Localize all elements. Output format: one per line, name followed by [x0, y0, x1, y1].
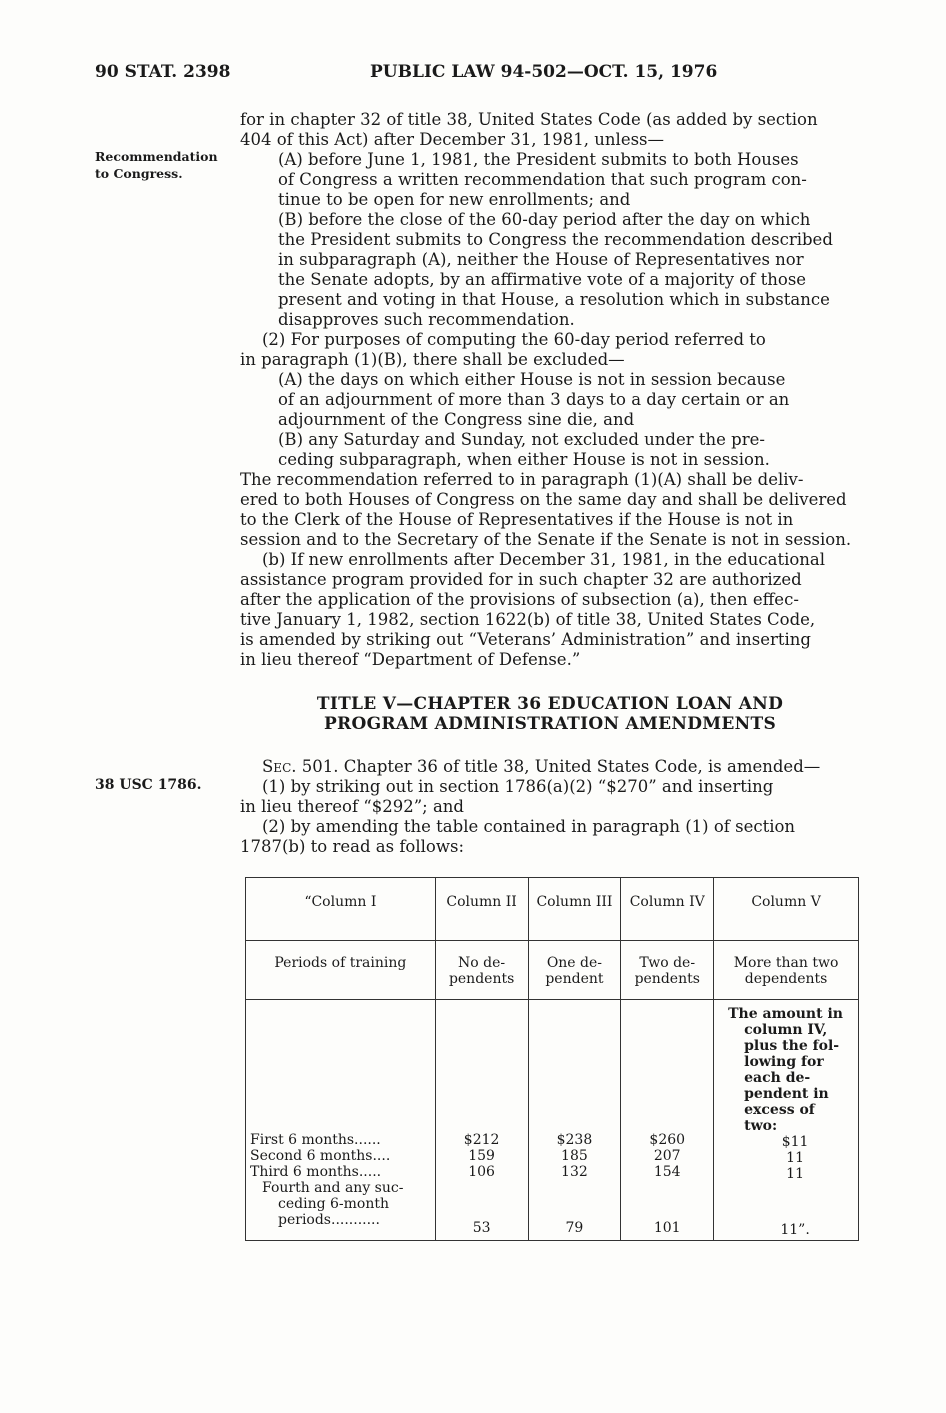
margin-note-usc: 38 USC 1786.	[95, 777, 202, 793]
table-row	[246, 1000, 859, 1241]
subheader-cell: One de- pendent	[528, 941, 621, 1000]
periods-cell: First 6 months...... Second 6 months.... Third 6 months..... Fourth and any suc- ceding 6-month periods...........	[246, 1000, 436, 1241]
subheader-cell: Periods of training	[246, 941, 436, 1000]
column-header: Column II	[435, 878, 528, 941]
table-header-row	[246, 878, 859, 941]
column-v-note: The amount in column IV, plus the fol- lowing for each de- pendent in excess of two:	[728, 1006, 843, 1134]
column-header: Column IV	[621, 878, 714, 941]
column-header: Column III	[528, 878, 621, 941]
subheader-cell: More than two dependents	[714, 941, 859, 1000]
column-header: Column V	[714, 878, 859, 941]
no-dependents-cell: $212 159 106 53	[435, 1000, 528, 1241]
column-header: “Column I	[246, 878, 436, 941]
subheader-cell: Two de- pendents	[621, 941, 714, 1000]
table-subheader-row	[246, 941, 859, 1000]
paragraph-block-a: for in chapter 32 of title 38, United States Code (as added by section 404 of this Act) after December 31, 1981, unless— (A) before June 1, 1981, the President submits to both Houses of Congress a written recommendation that such program con- tinue to be open for new enrollments; and (B) before the close of the 60-day period after the day on which the President submits to Congress the recommendation described in subparagraph (A), neither the House of Representatives nor the Senate adopts, by an affirmative vote of a majority of those present and voting in that House, a resolution which in substance disapproves such recommendation. (2) For purposes of computing the 60-day period referred to in paragraph (1)(B), there shall be excluded— (A) the days on which either House is not in session because of an adjournment of more than 3 days to a day certain or an adjournment of the Congress sine die, and (B) any Saturday and Sunday, not excluded under the pre- ceding subparagraph, when either House is not in session. The recommendation referred to in paragraph (1)(A) shall be deliv- ered to both Houses of Congress on the same day and shall be delivered to the Clerk of the House of Representatives if the House is not in session and to the Secretary of the Senate if the Senate is not in session. (b) If new enrollments after December 31, 1981, in the educational assistance program provided for in such chapter 32 are authorized after the application of the provisions of subsection (a), then effec- tive January 1, 1982, section 1622(b) of title 38, United States Code, is amended by striking out “Veterans’ Administration” and inserting in lieu thereof “Department of Defense.”	[240, 110, 852, 669]
margin-note-recommendation: Recommendation to Congress.	[95, 149, 218, 181]
rates-table	[245, 877, 859, 1241]
sec-label: Sec.	[262, 757, 297, 776]
section-501: Sec. 501. Chapter 36 of title 38, United States Code, is amended— (1) by striking out in section 1786(a)(2) “$270” and inserting in lieu thereof “$292”; and (2) by amending the table contained in paragraph (1) of section 1787(b) to read as follows:	[240, 757, 821, 856]
two-dependents-cell: $260 207 154 101	[621, 1000, 714, 1241]
one-dependent-cell: $238 185 132 79	[528, 1000, 621, 1241]
page-citation: 90 STAT. 2398	[95, 62, 231, 82]
public-law-header: PUBLIC LAW 94-502—OCT. 15, 1976	[370, 62, 718, 82]
more-than-two-cell: The amount in column IV, plus the fol- lowing for each de- pendent in excess of two: $11 11 11 11”.	[714, 1000, 859, 1241]
title-v-heading: TITLE V—CHAPTER 36 EDUCATION LOAN AND PROGRAM ADMINISTRATION AMENDMENTS	[316, 694, 784, 734]
subheader-cell: No de- pendents	[435, 941, 528, 1000]
